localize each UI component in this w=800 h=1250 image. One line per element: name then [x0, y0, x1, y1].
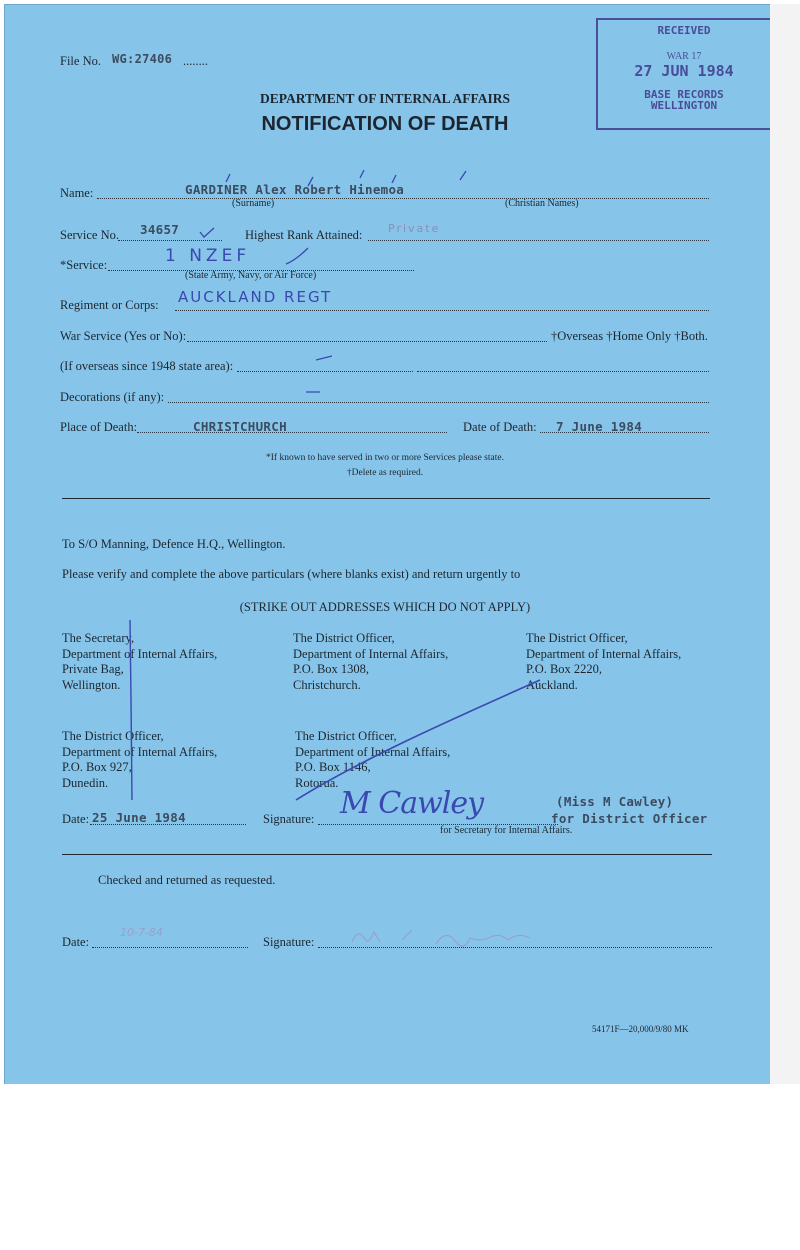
- rank-label: Highest Rank Attained:: [245, 228, 363, 242]
- strike-line: [296, 680, 540, 800]
- checked-signature-label: Signature:: [263, 935, 315, 949]
- divider: [62, 854, 712, 855]
- stamp-date: 27 JUN 1984: [634, 62, 734, 80]
- regiment-value: AUCKLAND REGT: [178, 288, 333, 306]
- verify-line: Please verify and complete the above particulars (where blanks exist) and return urgently to: [62, 567, 521, 581]
- for-secretary: for Secretary for Internal Affairs.: [440, 825, 573, 836]
- date-of-death-value: 7 June 1984: [556, 419, 643, 434]
- place-of-death-label: Place of Death:: [60, 420, 138, 434]
- form-title: NOTIFICATION OF DEATH: [261, 113, 509, 135]
- service-label: *Service:: [60, 258, 108, 272]
- name-label: Name:: [60, 186, 94, 200]
- war-service-options: †Overseas †Home Only †Both.: [551, 329, 708, 343]
- tick-mark: [200, 228, 214, 237]
- handwritten-signature: M Cawley: [340, 786, 484, 821]
- for-district-officer: for District Officer: [551, 811, 708, 826]
- stamp-city: WELLINGTON: [650, 99, 718, 112]
- stamp-received: RECEIVED: [657, 24, 711, 37]
- service-no-value: 34657: [140, 222, 180, 237]
- sign-date-label: Date:: [62, 812, 90, 826]
- tick-marks: [226, 170, 466, 186]
- dept-heading: DEPARTMENT OF INTERNAL AFFAIRS: [260, 91, 510, 106]
- overseas-label: (If overseas since 1948 state area):: [60, 359, 234, 373]
- place-of-death-value: CHRISTCHURCH: [193, 419, 287, 434]
- strike-line: [130, 620, 132, 800]
- service-caption: (State Army, Navy, or Air Force): [185, 270, 317, 281]
- file-no-trail: ........: [183, 54, 208, 68]
- name-value: GARDINER Alex Robert Hinemoa: [185, 182, 405, 197]
- stamp-office: BASE RECORDS: [644, 88, 724, 101]
- dash-marks: [306, 356, 332, 392]
- checked-date-value: 10-7-84: [120, 926, 163, 939]
- file-no-label: File No.: [60, 54, 101, 68]
- christian-names-caption: (Christian Names): [505, 198, 579, 209]
- checked-signature-scribble: [350, 922, 580, 948]
- file-no-value: WG:27406: [112, 52, 173, 66]
- sign-signature-label: Signature:: [263, 812, 315, 826]
- address-christchurch: The District Officer, Department of Internal Affairs, P.O. Box 1308, Christchurch.: [293, 631, 449, 692]
- note-delete: †Delete as required.: [346, 468, 424, 478]
- tick-mark: [286, 248, 308, 264]
- form-code: 54171F—20,000/9/80 MK: [592, 1024, 689, 1034]
- note-services: *If known to have served in two or more Services please state.: [266, 453, 504, 463]
- service-value: 1 NZEF: [165, 246, 251, 266]
- sign-date-value: 25 June 1984: [92, 810, 186, 825]
- address-auckland: The District Officer, Department of Internal Affairs, P.O. Box 2220, Auckland.: [526, 631, 682, 692]
- address-rotorua: The District Officer, Department of Internal Affairs, P.O. Box 1146, Rotorua.: [295, 729, 451, 790]
- date-of-death-label: Date of Death:: [463, 420, 537, 434]
- to-line: To S/O Manning, Defence H.Q., Wellington.: [62, 537, 286, 551]
- address-dunedin: The District Officer, Department of Internal Affairs, P.O. Box 927, Dunedin.: [62, 729, 218, 790]
- service-no-label: Service No.: [60, 228, 120, 242]
- surname-caption: (Surname): [232, 198, 275, 209]
- rank-value: Private: [388, 222, 441, 235]
- war-service-label: War Service (Yes or No):: [60, 329, 187, 343]
- address-wellington: The Secretary, Department of Internal Affairs, Private Bag, Wellington.: [62, 631, 218, 692]
- regiment-label: Regiment or Corps:: [60, 298, 159, 312]
- checked-text: Checked and returned as requested.: [98, 873, 276, 887]
- stamp-war: WAR 17: [666, 51, 702, 62]
- decorations-label: Decorations (if any):: [60, 390, 165, 404]
- checked-date-label: Date:: [62, 935, 90, 949]
- strike-out-heading: (STRIKE OUT ADDRESSES WHICH DO NOT APPLY): [239, 600, 531, 614]
- signer-name: (Miss M Cawley): [556, 794, 674, 809]
